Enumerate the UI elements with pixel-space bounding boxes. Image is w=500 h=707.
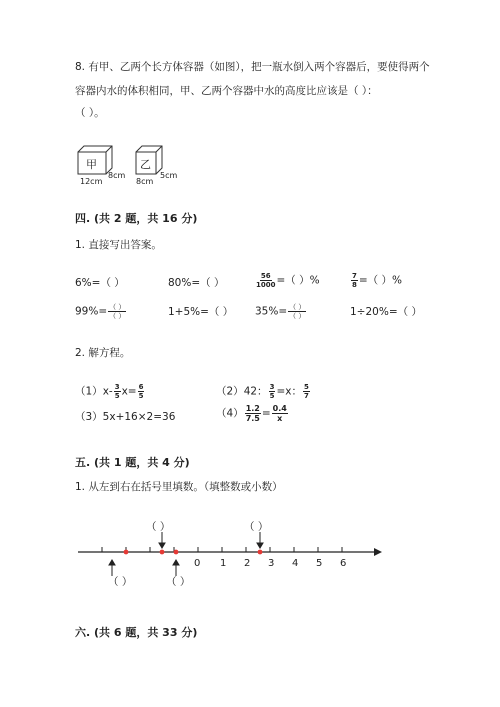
section6-title: 六. (共 6 题，共 33 分) — [75, 626, 198, 639]
calc-item-7: 35%= $\frac{( )}{( )}$ — [255, 303, 306, 320]
q8-line2: 容器内水的体积相同，甲、乙两个容器中水的高度比应该是（ ）： — [75, 85, 378, 97]
calc-item-8: 1÷20%=（ ） — [350, 306, 422, 318]
equation-4: （4） $\frac{1.2}{7.5}$ = $\frac{0.4}{x}$ — [216, 404, 287, 423]
calc-item-4: $\frac{7}{8}$ =（ ）% — [352, 272, 402, 289]
q8-line1: 8. 有甲、乙两个长方体容器（如图），把一瓶水倒入两个容器后，要使得两个 — [75, 61, 430, 73]
section5-title: 五. (共 1 题，共 4 分) — [75, 456, 190, 469]
calc-item-6: 1+5%=（ ） — [168, 306, 234, 318]
number-line-blank-3: （ ） — [108, 576, 133, 588]
equation-2: （2）42： $\frac{3}{5}$ =x： $\frac{5}{7}$ — [216, 383, 309, 400]
s5-q1-prompt: 1. 从左到右在括号里填数。（填整数或小数） — [75, 481, 283, 493]
tick-label-4: 4 — [292, 558, 299, 569]
frac-7-8: $\frac{7}{8}$ — [352, 272, 357, 289]
blank-fraction-2: $\frac{( )}{( )}$ — [289, 303, 306, 320]
down-arrow-1 — [159, 532, 165, 548]
q8-line3: （ ）。 — [75, 107, 105, 119]
box-yi-dim1: 8cm — [136, 177, 154, 186]
tick-label-3: 3 — [268, 558, 275, 569]
box-jia-dim1: 12cm — [80, 177, 103, 186]
calc-item-5: 99%= $\frac{( )}{( )}$ — [75, 303, 126, 320]
tick-label-6: 6 — [340, 558, 347, 569]
calc-item-1: 6%=（ ） — [75, 277, 125, 289]
box-yi-dim2: 5cm — [160, 171, 178, 180]
number-line — [78, 530, 384, 580]
up-arrow-1 — [109, 560, 115, 576]
box-jia-label: 甲 — [86, 158, 97, 171]
number-line-blank-2: （ ） — [244, 521, 269, 533]
point-c — [174, 550, 179, 555]
tick-label-0: 0 — [194, 558, 201, 569]
section4-title: 四. (共 2 题，共 16 分) — [75, 212, 198, 225]
calc-item-2: 80%=（ ） — [168, 277, 225, 289]
point-a — [124, 550, 129, 555]
axis-arrow — [374, 548, 382, 556]
tick-label-1: 1 — [220, 558, 227, 569]
blank-fraction-1: $\frac{( )}{( )}$ — [109, 303, 126, 320]
frac-56-1000: $\frac{56}{1000}$ — [256, 272, 276, 289]
s4-q2-prompt: 2. 解方程。 — [75, 347, 131, 359]
axis-ticks — [102, 547, 342, 552]
number-line-blank-1: （ ） — [146, 521, 171, 533]
equation-1: （1）x- $\frac{3}{5}$ x= $\frac{6}{5}$ — [75, 383, 144, 400]
tick-label-2: 2 — [244, 558, 251, 569]
calc-item-3: $\frac{56}{1000}$ =（ ）% — [256, 272, 320, 289]
equation-3: （3）5x+16×2=36 — [75, 411, 176, 423]
box-jia-dim2: 8cm — [108, 171, 126, 180]
tick-label-5: 5 — [316, 558, 323, 569]
down-arrow-2 — [257, 532, 263, 548]
number-line-blank-4: （ ） — [166, 576, 191, 588]
point-b — [160, 550, 165, 555]
s4-q1-prompt: 1. 直接写出答案。 — [75, 239, 162, 251]
point-d — [258, 550, 263, 555]
container-figure — [74, 142, 180, 188]
up-arrow-2 — [173, 560, 179, 576]
box-yi-label: 乙 — [140, 158, 151, 171]
